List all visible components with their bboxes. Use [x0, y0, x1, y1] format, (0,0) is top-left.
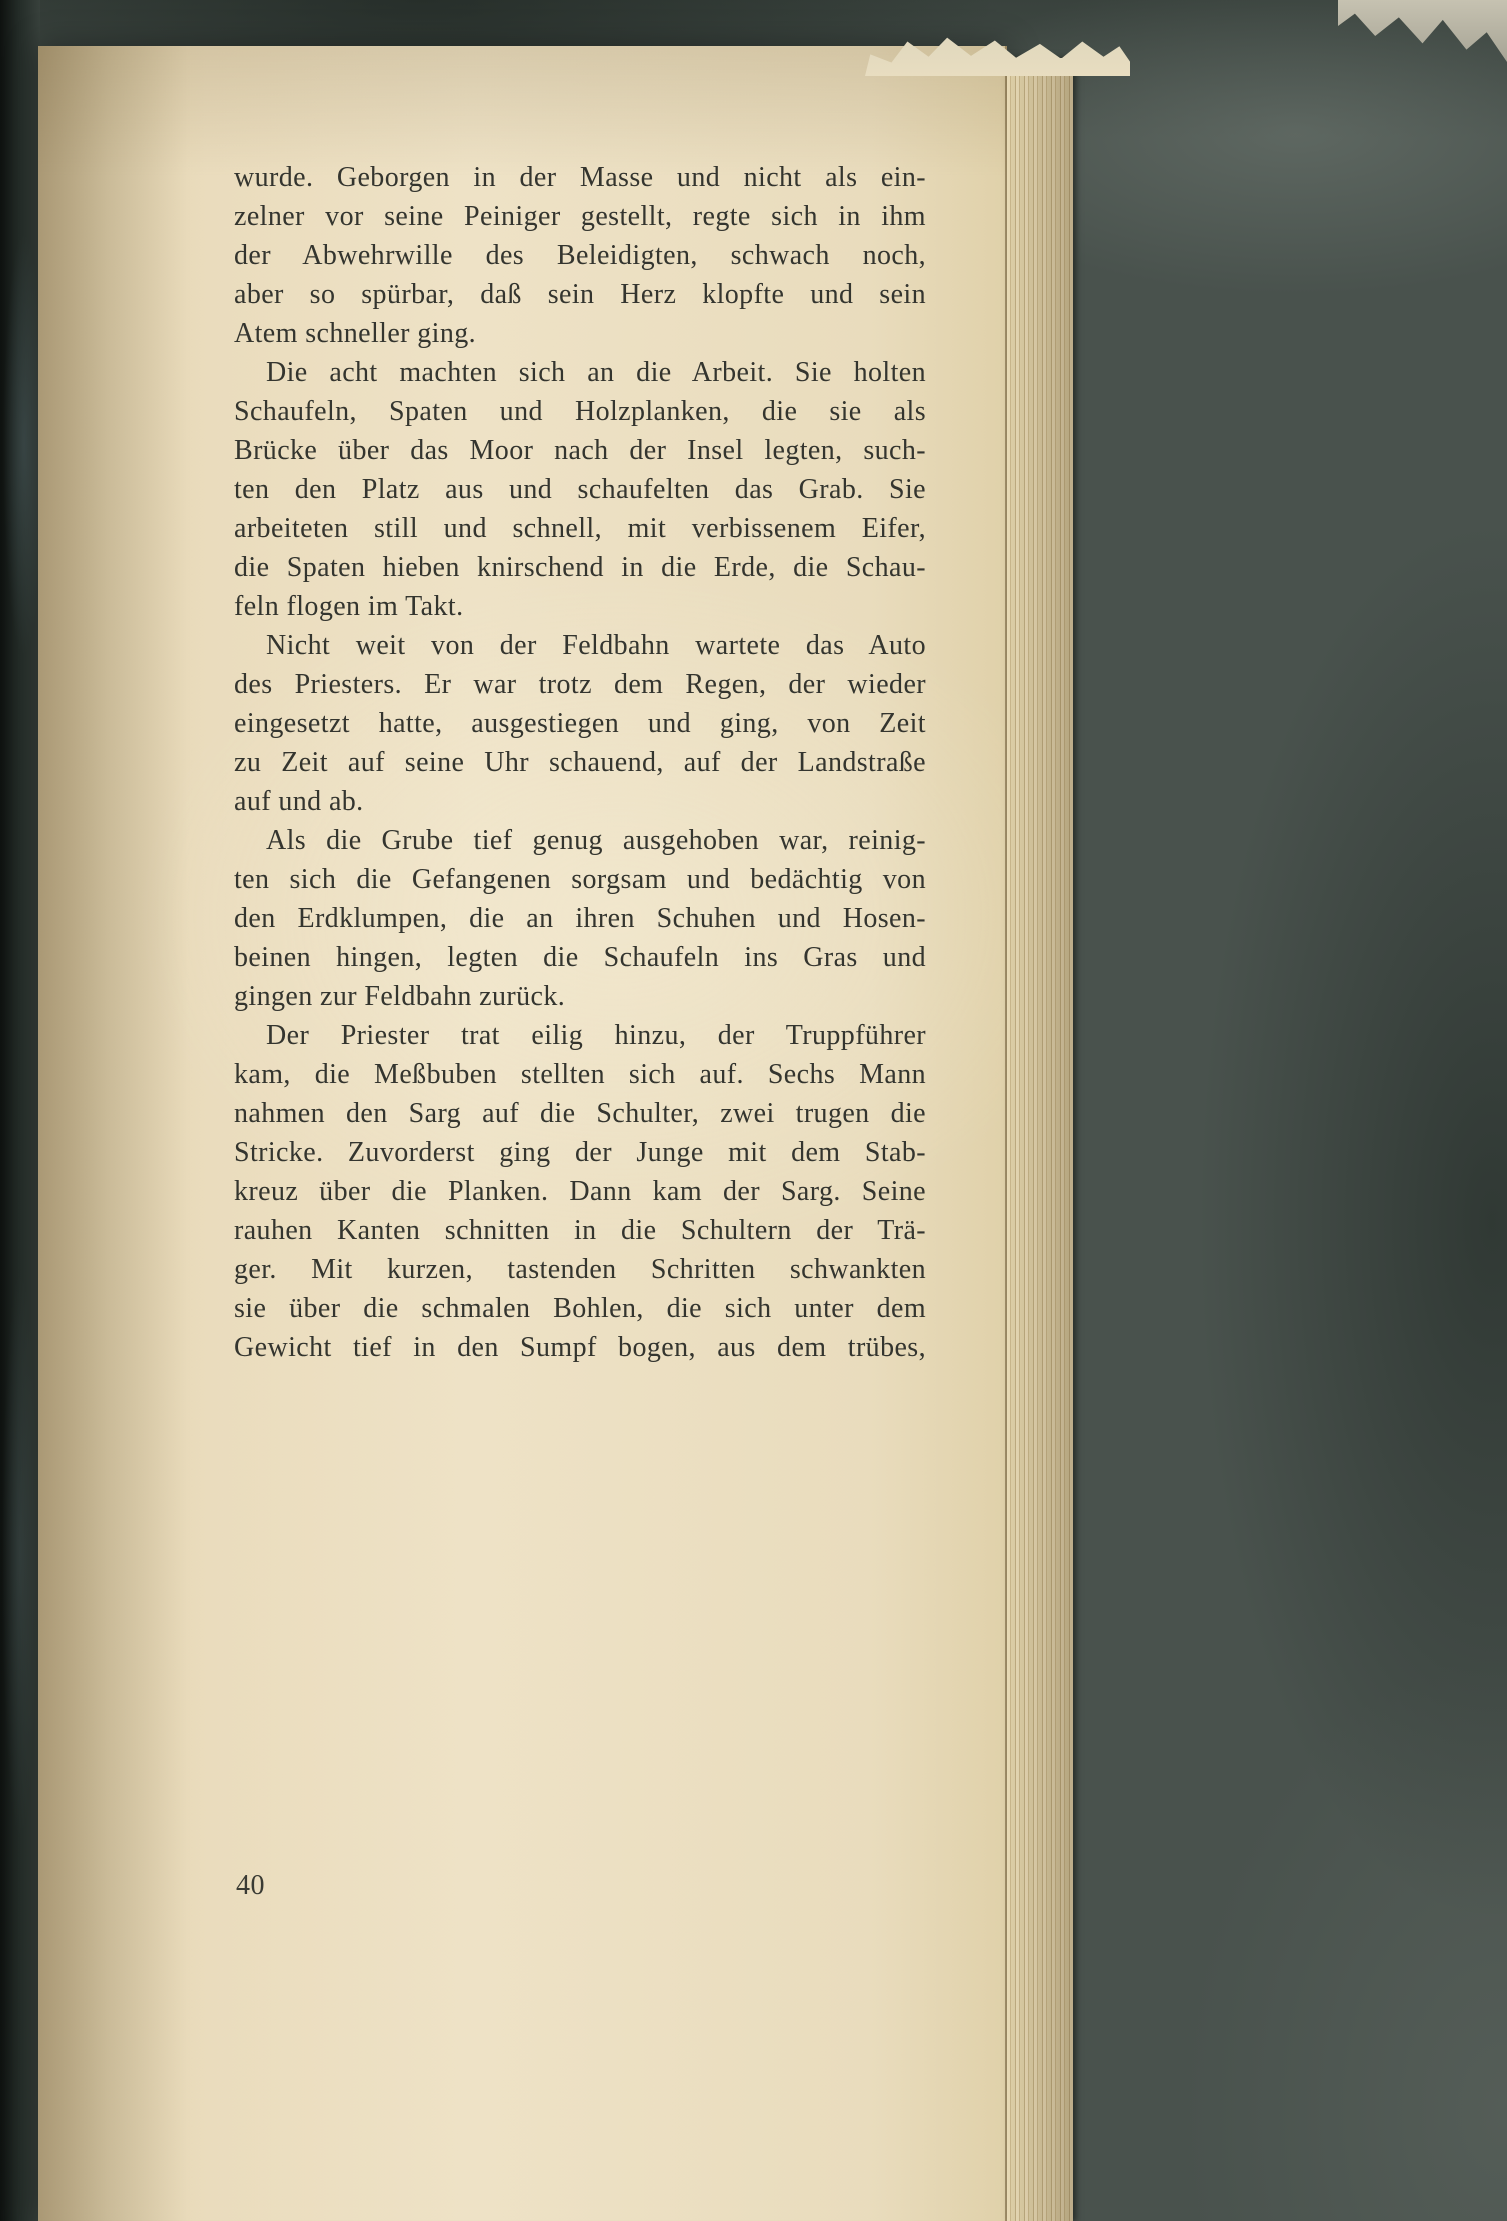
text-line: wurde. Geborgen in der Masse und nicht als ein- [234, 162, 926, 193]
text-line: ten sich die Gefangenen sorgsam und bedächtig von [234, 864, 926, 895]
text-line: Brücke über das Moor nach der Insel legten, such- [234, 435, 926, 466]
text-line: den Erdklumpen, die an ihren Schuhen und Hosen- [234, 903, 926, 934]
book-page [38, 46, 1007, 2221]
paragraph [234, 821, 926, 1016]
text-line: Als die Grube tief genug ausgehoben war, reinig- [266, 825, 926, 856]
text-line: eingesetzt hatte, ausgestiegen und ging, von Zeit [234, 708, 926, 739]
text-line: kreuz über die Planken. Dann kam der Sarg. Seine [234, 1176, 926, 1207]
page-number: 40 [236, 1870, 265, 1901]
text-line: des Priesters. Er war trotz dem Regen, der wieder [234, 669, 926, 700]
paragraph [234, 158, 926, 353]
paragraph [234, 626, 926, 821]
torn-corner-top-right-icon [1338, 0, 1507, 62]
text-line: beinen hingen, legten die Schaufeln ins Gras und [234, 942, 926, 973]
text-line: kam, die Meßbuben stellten sich auf. Sechs Mann [234, 1059, 926, 1090]
text-block [234, 158, 926, 1367]
text-line: zu Zeit auf seine Uhr schauend, auf der Landstraße [234, 747, 926, 778]
page-edge-stack [1007, 58, 1073, 2221]
text-line: die Spaten hieben knirschend in die Erde, die Schau- [234, 552, 926, 583]
paragraph [234, 1016, 926, 1367]
text-line: arbeiteten still und schnell, mit verbissenem Eifer, [234, 513, 926, 544]
text-line: ger. Mit kurzen, tastenden Schritten schwankten [234, 1254, 926, 1285]
text-line: Der Priester trat eilig hinzu, der Truppführer [266, 1020, 926, 1051]
book-spine [0, 0, 40, 2221]
text-line: Nicht weit von der Feldbahn wartete das Auto [266, 630, 926, 661]
text-line: ten den Platz aus und schaufelten das Grab. Sie [234, 474, 926, 505]
text-line: sie über die schmalen Bohlen, die sich unter dem [234, 1293, 926, 1324]
paragraph [234, 353, 926, 626]
text-line: Die acht machten sich an die Arbeit. Sie holten [266, 357, 926, 388]
text-line: zelner vor seine Peiniger gestellt, regte sich in ihm [234, 201, 926, 232]
text-line: Schaufeln, Spaten und Holzplanken, die sie als [234, 396, 926, 427]
gutter-shadow [38, 46, 188, 2221]
text-line: nahmen den Sarg auf die Schulter, zwei trugen die [234, 1098, 926, 1129]
text-line: Gewicht tief in den Sumpf bogen, aus dem trübes, [234, 1332, 926, 1363]
text-line: Atem schneller ging. [234, 318, 477, 349]
text-line: auf und ab. [234, 786, 364, 817]
text-line: feln flogen im Takt. [234, 591, 464, 622]
text-line: der Abwehrwille des Beleidigten, schwach noch, [234, 240, 926, 271]
text-line: gingen zur Feldbahn zurück. [234, 981, 566, 1012]
torn-paper-top-icon [865, 28, 1130, 76]
text-line: Stricke. Zuvorderst ging der Junge mit dem Stab- [234, 1137, 926, 1168]
text-line: rauhen Kanten schnitten in die Schultern der Trä- [234, 1215, 926, 1246]
text-line: aber so spürbar, daß sein Herz klopfte und sein [234, 279, 926, 310]
